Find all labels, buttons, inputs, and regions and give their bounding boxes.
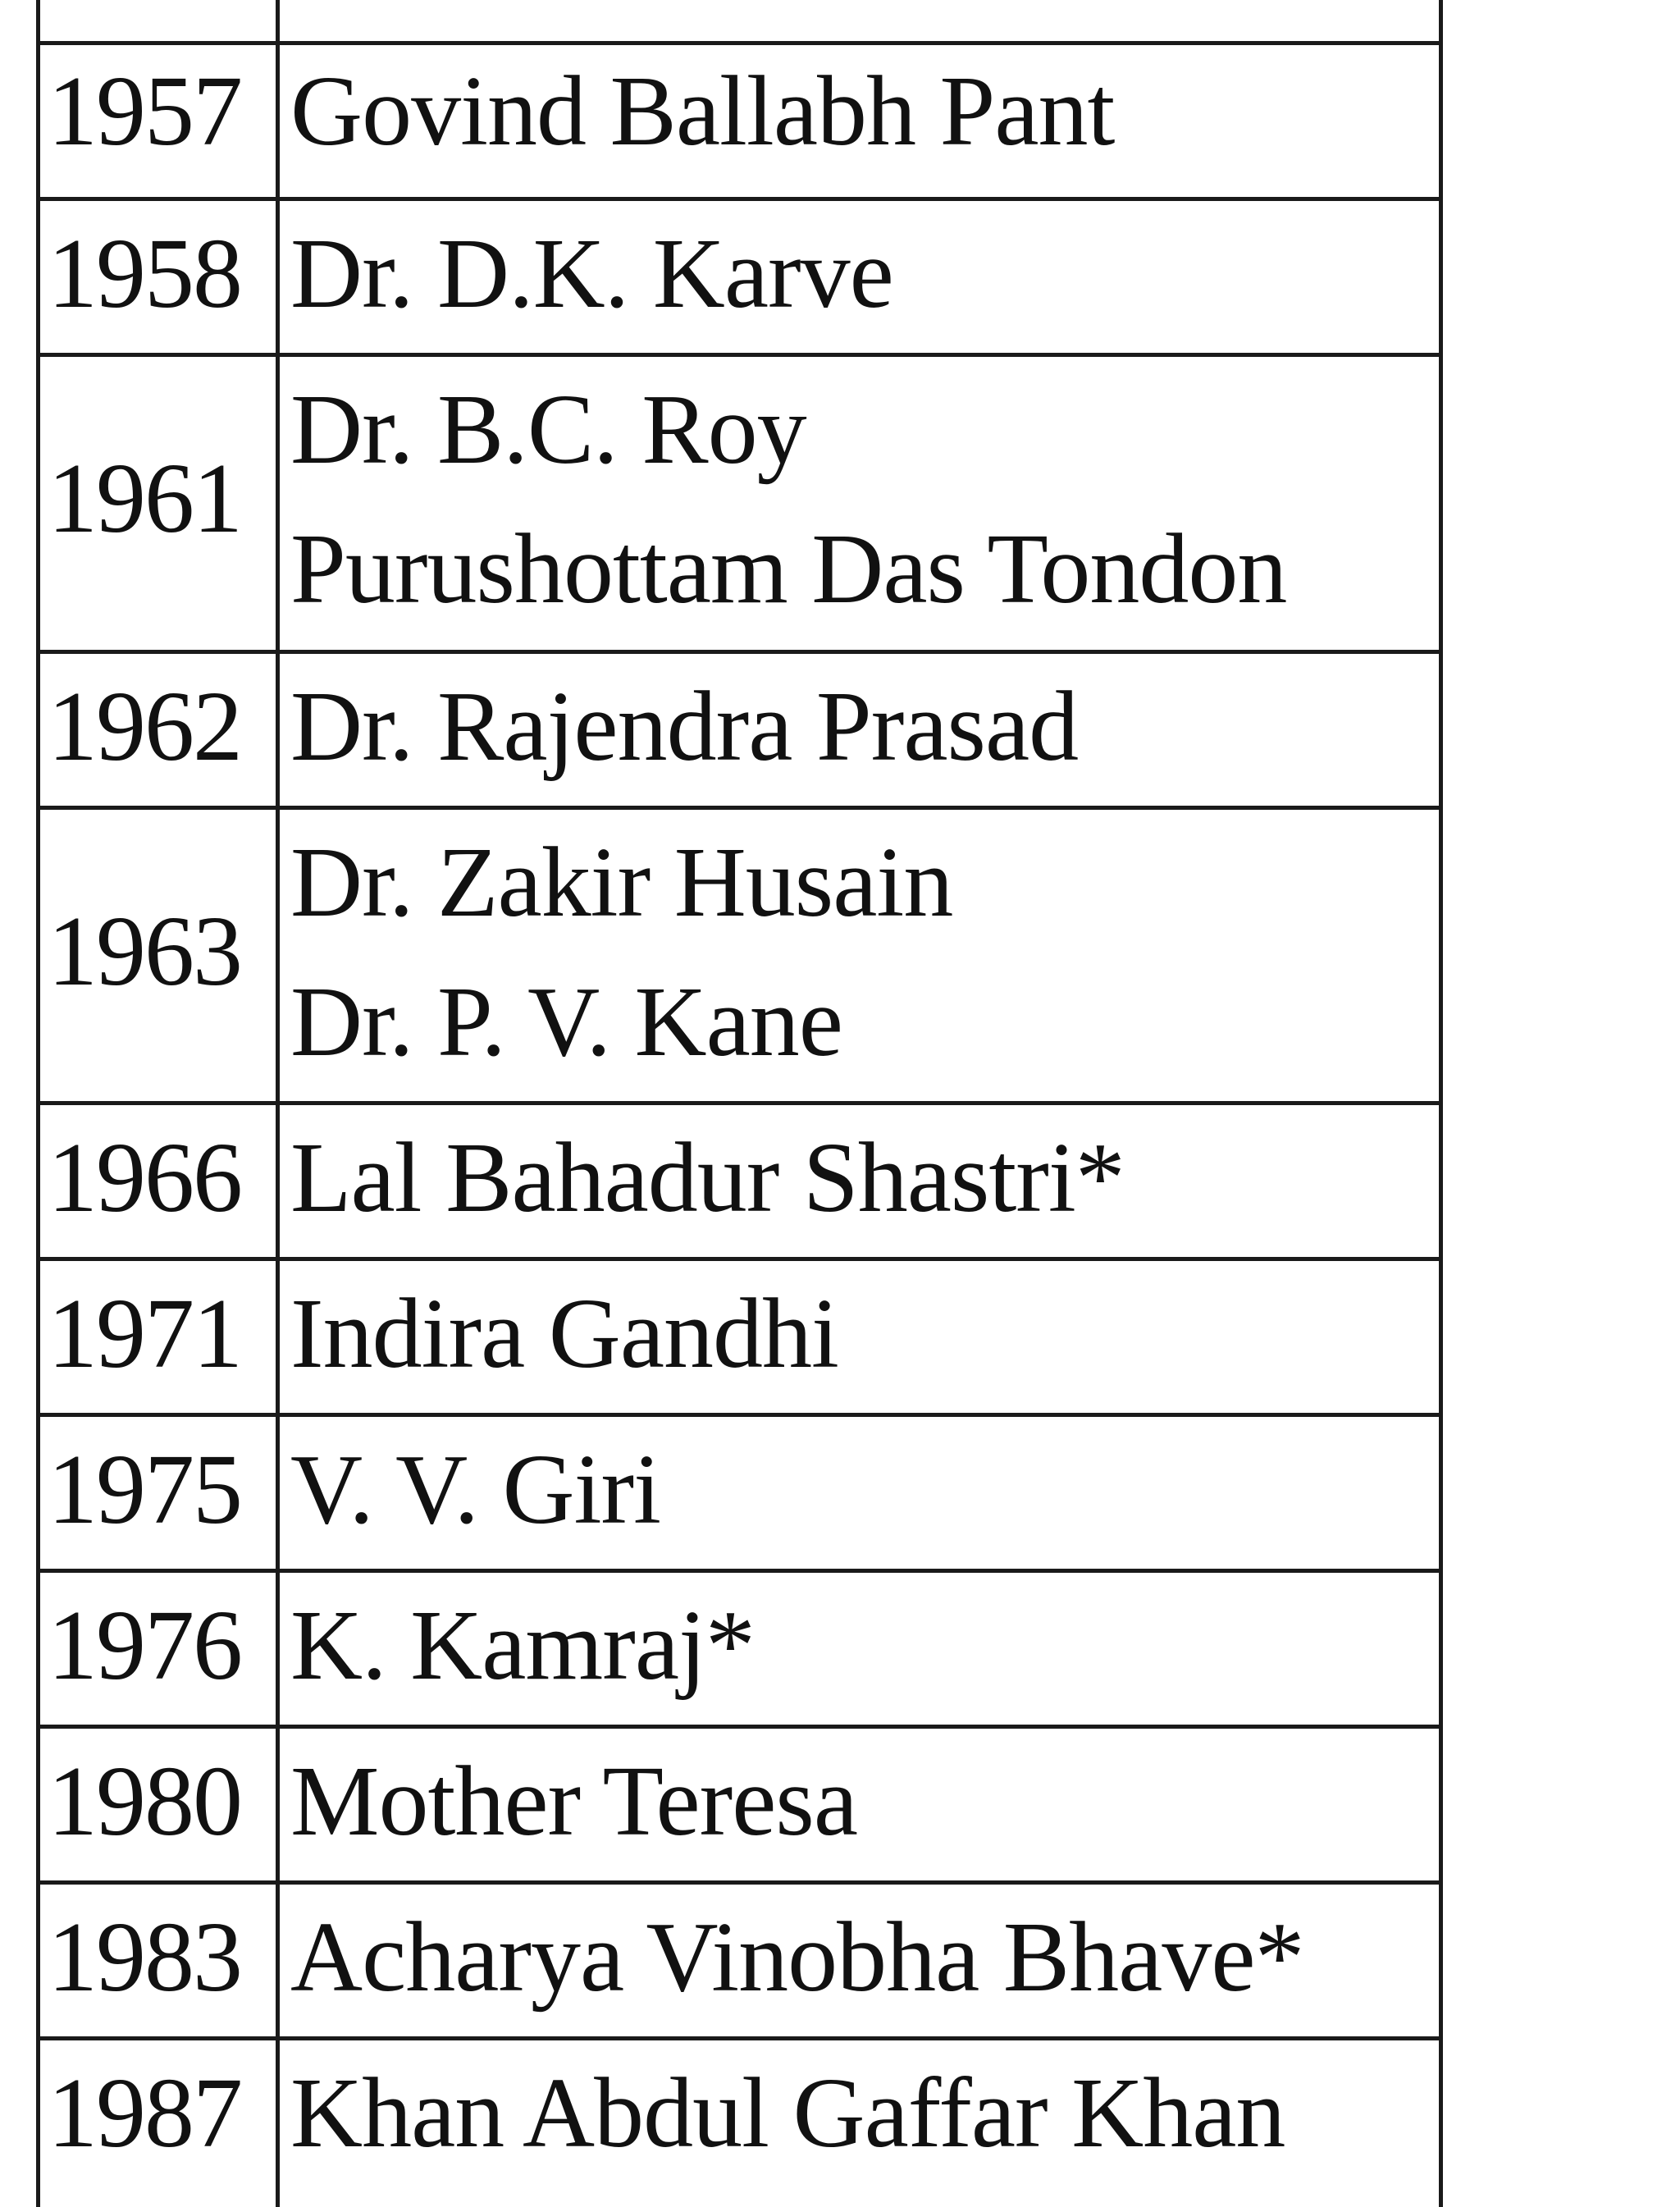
table-border-middle-top — [276, 0, 280, 28]
year-cell: 1976 — [48, 1590, 241, 1701]
name-cell: Dr. Rajendra Prasad — [290, 671, 1079, 782]
name-cell: Purushottam Das Tondon — [290, 514, 1287, 624]
year-cell: 1963 — [48, 896, 241, 1007]
table-row — [36, 650, 1443, 806]
year-cell: 1975 — [48, 1434, 241, 1545]
year-cell: 1983 — [48, 1902, 241, 2013]
year-cell: 1961 — [48, 443, 241, 554]
name-cell: Dr. B.C. Roy — [290, 374, 806, 485]
name-cell: Mother Teresa — [290, 1746, 858, 1857]
table-row — [36, 1101, 1443, 1257]
table-row — [36, 197, 1443, 353]
year-cell: 1987 — [48, 2058, 241, 2168]
year-cell: 1958 — [48, 218, 241, 329]
name-cell: Dr. Zakir Husain — [290, 827, 953, 938]
year-cell: 1966 — [48, 1122, 241, 1233]
name-cell: Acharya Vinobha Bhave* — [290, 1902, 1304, 2013]
table-row — [36, 1257, 1443, 1413]
name-cell: Govind Ballabh Pant — [290, 56, 1115, 167]
year-cell: 1957 — [48, 56, 241, 167]
table-row — [36, 353, 1443, 650]
name-cell: Lal Bahadur Shastri* — [290, 1122, 1125, 1233]
name-cell: Khan Abdul Gaffar Khan — [290, 2058, 1285, 2168]
table-row — [36, 41, 1443, 197]
year-cell: 1980 — [48, 1746, 241, 1857]
table-row — [36, 1725, 1443, 1880]
table-row — [36, 1569, 1443, 1725]
name-cell: K. Kamraj* — [290, 1590, 755, 1701]
name-cell: V. V. Giri — [290, 1434, 661, 1545]
year-cell: 1971 — [48, 1278, 241, 1389]
name-cell: Dr. D.K. Karve — [290, 218, 893, 329]
table-border-left-top — [36, 0, 40, 28]
name-cell: Indira Gandhi — [290, 1278, 838, 1389]
table-row — [36, 1880, 1443, 2036]
table-row — [36, 1413, 1443, 1569]
name-cell: Dr. P. V. Kane — [290, 966, 842, 1077]
table-border-right-top — [1439, 0, 1443, 28]
table-row — [36, 2036, 1443, 2207]
year-cell: 1962 — [48, 671, 241, 782]
awardees-table — [36, 0, 1447, 2207]
table-row — [36, 806, 1443, 1101]
